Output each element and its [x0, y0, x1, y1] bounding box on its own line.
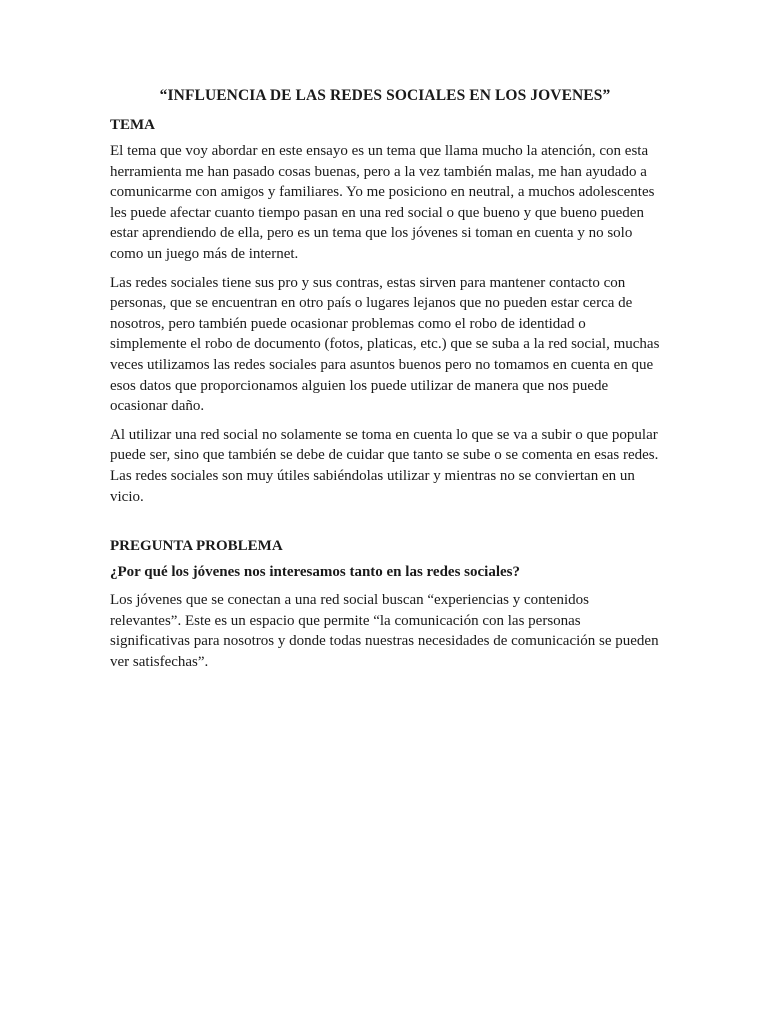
- section-heading-pregunta: PREGUNTA PROBLEMA: [110, 538, 283, 555]
- document-body: [110, 86, 660, 680]
- document-title: “INFLUENCIA DE LAS REDES SOCIALES EN LOS JOVENES”: [159, 87, 611, 104]
- paragraph-pregunta: Los jóvenes que se conectan a una red social buscan “experiencias y contenidos relevantes”. Este es un espacio que permite “la comunicación con las personas significativas para nosotros y donde todas nuestras necesidades de comunicación se pueden ver satisfechas”.: [110, 592, 659, 670]
- paragraph-tema-1: El tema que voy abordar en este ensayo es un tema que llama mucho la atención, con esta herramienta me han pasado cosas buenas, pero a la vez también malas, me han ayudado a comunicarme con amigos y familiares. Yo me posiciono en neutral, a muchos adolescentes les puede afectar cuanto tiempo pasan en una red social o que bueno y que bueno pueden estar aprendiendo de ella, pero es un tema que los jóvenes si toman en cuenta y no solo como un juego más de internet.: [110, 143, 655, 262]
- problem-question: ¿Por qué los jóvenes nos interesamos tanto en las redes sociales?: [110, 564, 520, 581]
- paragraph-tema-2: Las redes sociales tiene sus pro y sus contras, estas sirven para mantener contacto con personas, que se encuentran en otro país o lugares lejanos que no pueden estar cerca de nosotros, pero también puede ocasionar problemas como el robo de identidad o simplemente el robo de documento (fotos, platicas, etc.) que se suba a la red social, muchas veces utilizamos las redes sociales para asuntos buenos pero no tomamos en cuenta en que esos datos que proporcionamos alguien los puede utilizar de manera que nos puede ocasionar daño.: [110, 274, 660, 415]
- section-heading-tema: TEMA: [110, 117, 155, 133]
- section-spacer: [110, 515, 660, 536]
- paragraph-tema-3: Al utilizar una red social no solamente se toma en cuenta lo que se va a subir o que popular puede ser, sino que también se debe de cuidar que tanto se sube o se comenta en esas redes. Las redes sociales son muy útiles sabiéndolas utilizar y mientras no se conviertan en un vicio.: [110, 426, 659, 505]
